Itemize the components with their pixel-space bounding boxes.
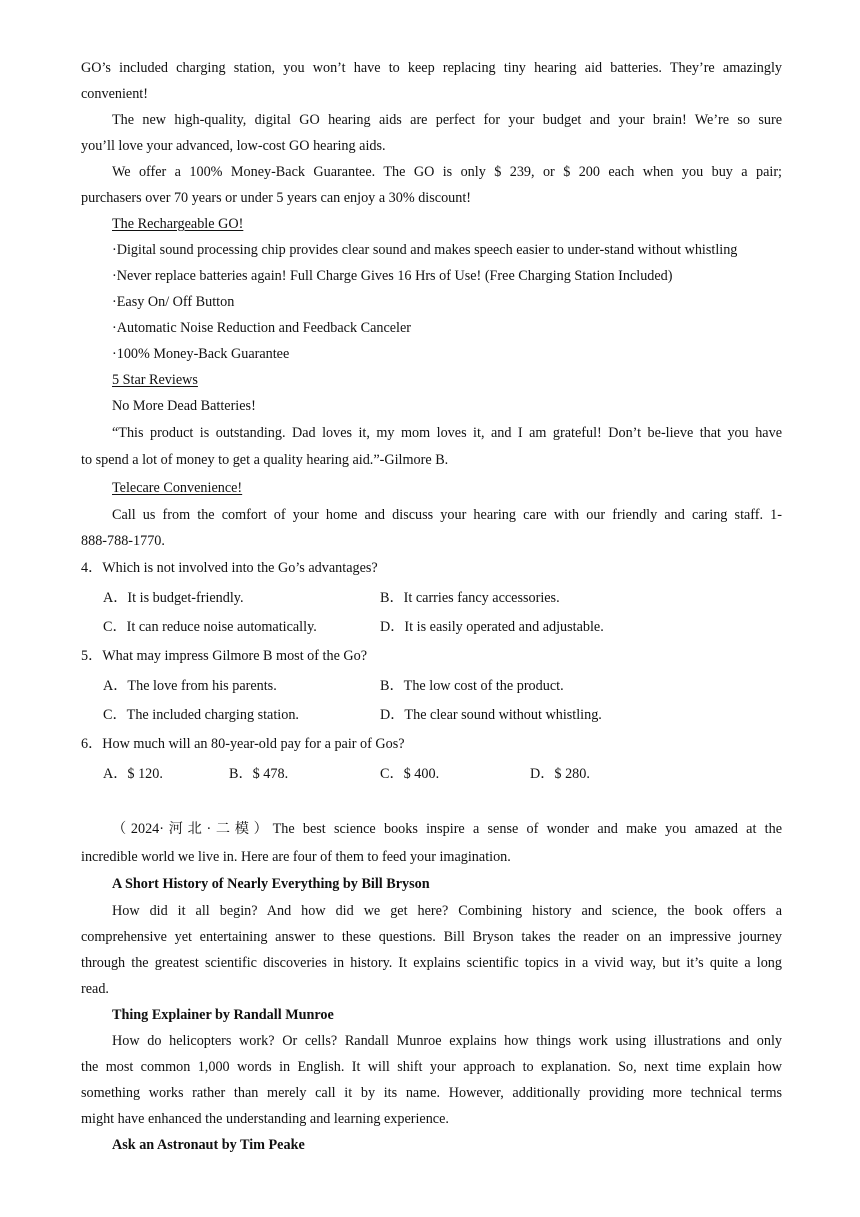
feature-item: ·Digital sound processing chip provides clear sound and makes speech easier to under-stand without whistling [112, 242, 738, 258]
option-a: A．$ 120. [103, 766, 163, 782]
paragraph-line: How did it all begin? And how did we get here? Combining history and science, the book offers a [112, 903, 782, 919]
option-c: C．The included charging station. [103, 707, 299, 723]
question-stem: 6．How much will an 80-year-old pay for a pair of Gos? [81, 736, 405, 752]
paragraph-line: We offer a 100% Money-Back Guarantee. The GO is only $ 239, or $ 200 each when you buy a pair; [112, 164, 782, 180]
option-d: D．The clear sound without whistling. [380, 707, 602, 723]
paragraph-line: convenient! [81, 86, 148, 102]
paragraph-line: The new high-quality, digital GO hearing aids are perfect for your budget and your brain! We’re so sure [112, 112, 782, 128]
option-b: B．$ 478. [229, 766, 289, 782]
paragraph-line: read. [81, 981, 109, 997]
paragraph-line: through the greatest scientific discoveries in history. It explains scientific topics in a vivid way, but it’s quite a long [81, 955, 782, 971]
paragraph-line: the most common 1,000 words in English. It will shift your approach to explanation. So, next time explain how [81, 1059, 782, 1075]
feature-item: ·Easy On/ Off Button [112, 294, 235, 310]
question-stem: 5．What may impress Gilmore B most of the Go? [81, 648, 368, 664]
book-title: A Short History of Nearly Everything by Bill Bryson [112, 876, 430, 892]
telecare-line: 888-788-1770. [81, 533, 165, 549]
intro-line: incredible world we live in. Here are four of them to feed your imagination. [81, 849, 511, 865]
option-d: D．It is easily operated and adjustable. [380, 619, 604, 635]
review-title: No More Dead Batteries! [112, 398, 256, 414]
telecare-line: Call us from the comfort of your home and discuss your hearing care with our friendly and caring staff. 1- [112, 507, 782, 523]
feature-item: ·Automatic Noise Reduction and Feedback Canceler [112, 320, 412, 336]
option-a: A．The love from his parents. [103, 678, 277, 694]
option-c: C．It can reduce noise automatically. [103, 619, 317, 635]
paragraph-line: comprehensive yet entertaining answer to these questions. Bill Bryson takes the reader on an impressive journey [81, 929, 782, 945]
paragraph-line: GO’s included charging station, you won’t have to keep replacing tiny hearing aid batteries. They’re amazingly [81, 60, 782, 76]
question-stem: 4．Which is not involved into the Go’s advantages? [81, 560, 378, 576]
option-a: A．It is budget-friendly. [103, 590, 244, 606]
review-line: “This product is outstanding. Dad loves it, my mom loves it, and I am grateful! Don’t be-lieve that you have [112, 425, 782, 441]
paragraph-line: something works rather than merely call it by its name. However, additionally providing more technical terms [81, 1085, 782, 1101]
paragraph-line: you’ll love your advanced, low-cost GO hearing aids. [81, 138, 386, 154]
book-title: Thing Explainer by Randall Munroe [112, 1007, 334, 1023]
section-heading-telecare: Telecare Convenience! [112, 480, 243, 496]
section-heading-rechargeable: The Rechargeable GO! [112, 216, 244, 232]
paragraph-line: purchasers over 70 years or under 5 years can enjoy a 30% discount! [81, 190, 472, 206]
option-d: D．$ 280. [530, 766, 590, 782]
section-heading-reviews: 5 Star Reviews [112, 372, 198, 388]
option-b: B．The low cost of the product. [380, 678, 564, 694]
paragraph-line: How do helicopters work? Or cells? Randall Munroe explains how things work using illustrations and only [112, 1033, 782, 1049]
option-b: B．It carries fancy accessories. [380, 590, 560, 606]
intro-line: （2024·河北·二模）The best science books inspire a sense of wonder and make you amazed at the [112, 821, 782, 837]
paragraph-line: might have enhanced the understanding and learning experience. [81, 1111, 449, 1127]
review-line: to spend a lot of money to get a quality hearing aid.”-Gilmore B. [81, 452, 449, 468]
book-title: Ask an Astronaut by Tim Peake [112, 1137, 305, 1153]
feature-item: ·100% Money-Back Guarantee [112, 346, 290, 362]
option-c: C．$ 400. [380, 766, 440, 782]
feature-item: ·Never replace batteries again! Full Charge Gives 16 Hrs of Use! (Free Charging Station Included) [112, 268, 673, 284]
